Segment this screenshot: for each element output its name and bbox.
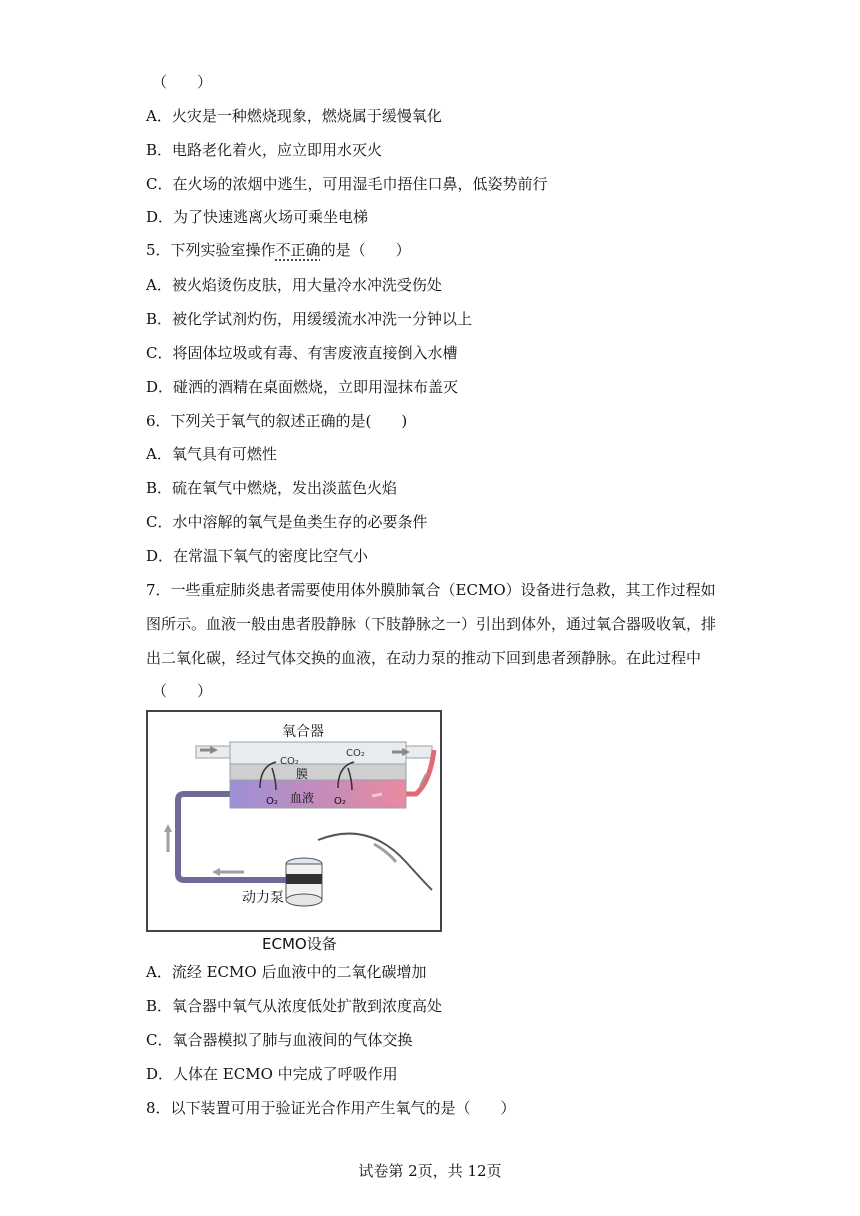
page-footer: 试卷第 2页，共 12页 xyxy=(358,1162,502,1180)
q6-stem: 6．下列关于氧气的叙述正确的是( ) xyxy=(146,412,408,430)
q6-option-d: D．在常温下氧气的密度比空气小 xyxy=(146,547,369,565)
return-arrow-icon xyxy=(374,844,396,862)
q7-option-c: C．氧合器模拟了肺与血液间的气体交换 xyxy=(146,1031,413,1049)
o2-right-label: O₂ xyxy=(334,796,346,807)
q7-option-d: D．人体在 ECMO 中完成了呼吸作用 xyxy=(146,1065,398,1083)
flow-up-arrowhead-icon xyxy=(164,824,172,832)
q5-option-b: B．被化学试剂灼伤，用缓缓流水冲洗一分钟以上 xyxy=(146,310,473,328)
q7-option-b: B．氧合器中氧气从浓度低处扩散到浓度高处 xyxy=(146,997,443,1015)
q7-option-a: A．流经 ECMO 后血液中的二氧化碳增加 xyxy=(146,963,427,981)
pump-label: 动力泵 xyxy=(242,890,284,906)
q8-stem: 8．以下装置可用于验证光合作用产生氧气的是（ ） xyxy=(146,1099,516,1117)
q6-option-a: A．氧气具有可燃性 xyxy=(146,445,277,463)
q6-option-b: B．硫在氧气中燃烧，发出淡蓝色火焰 xyxy=(146,479,398,497)
figure-caption: ECMO设备 xyxy=(262,935,337,953)
q5-stem-emphasis: 不正确 xyxy=(275,241,321,259)
q5-option-c: C．将固体垃圾或有毒、有害废液直接倒入水槽 xyxy=(146,344,458,362)
q7-answer-blank: （ ） xyxy=(152,682,213,700)
flow-left-arrowhead-icon xyxy=(212,868,220,876)
q6-option-c: C．水中溶解的氧气是鱼类生存的必要条件 xyxy=(146,513,428,531)
q4-option-d: D．为了快速逃离火场可乘坐电梯 xyxy=(146,208,369,226)
ecmo-figure xyxy=(146,710,442,932)
q5-option-d: D．碰洒的酒精在桌面燃烧，立即用湿抹布盖灭 xyxy=(146,378,459,396)
pump-bottom xyxy=(286,894,322,906)
oxygenator-label: 氧合器 xyxy=(282,724,324,740)
gas-chamber xyxy=(230,742,406,764)
q5-stem xyxy=(146,240,411,260)
q4-option-b: B．电路老化着火，应立即用水灭火 xyxy=(146,141,383,159)
co2-outer-label: CO₂ xyxy=(346,748,365,759)
q5-option-a: A．被火焰烫伤皮肤，用大量冷水冲洗受伤处 xyxy=(146,276,442,294)
q5-stem-pre: 5．下列实验室操作 xyxy=(146,241,276,259)
q4-option-a: A．火灾是一种燃烧现象，燃烧属于缓慢氧化 xyxy=(146,107,442,125)
ecmo-diagram xyxy=(148,712,440,930)
co2-inner-label: CO₂ xyxy=(280,756,299,767)
q4-option-c: C．在火场的浓烟中逃生，可用湿毛巾捂住口鼻，低姿势前行 xyxy=(146,175,548,193)
pump-cable xyxy=(318,834,432,890)
q5-stem-post: 的是（ ） xyxy=(320,241,411,259)
blood-out-arrow-icon xyxy=(372,794,382,796)
q4-answer-blank: （ ） xyxy=(152,73,213,91)
q7-stem: 7．一些重症肺炎患者需要使用体外膜肺氧合（ECMO）设备进行急救，其工作过程如图所示。血液一般由患者股静脉（下肢静脉之一）引出到体外，通过氧合器吸收氧，排出二氧化碳，经过气体交换的血液，在动力泵的推动下回到患者颈静脉。在此过程中 xyxy=(146,581,717,667)
o2-left-label: O₂ xyxy=(266,796,278,807)
membrane-layer xyxy=(230,764,406,780)
blood-label: 血液 xyxy=(290,791,315,805)
membrane-label: 膜 xyxy=(296,767,309,781)
pump-band xyxy=(286,874,322,884)
